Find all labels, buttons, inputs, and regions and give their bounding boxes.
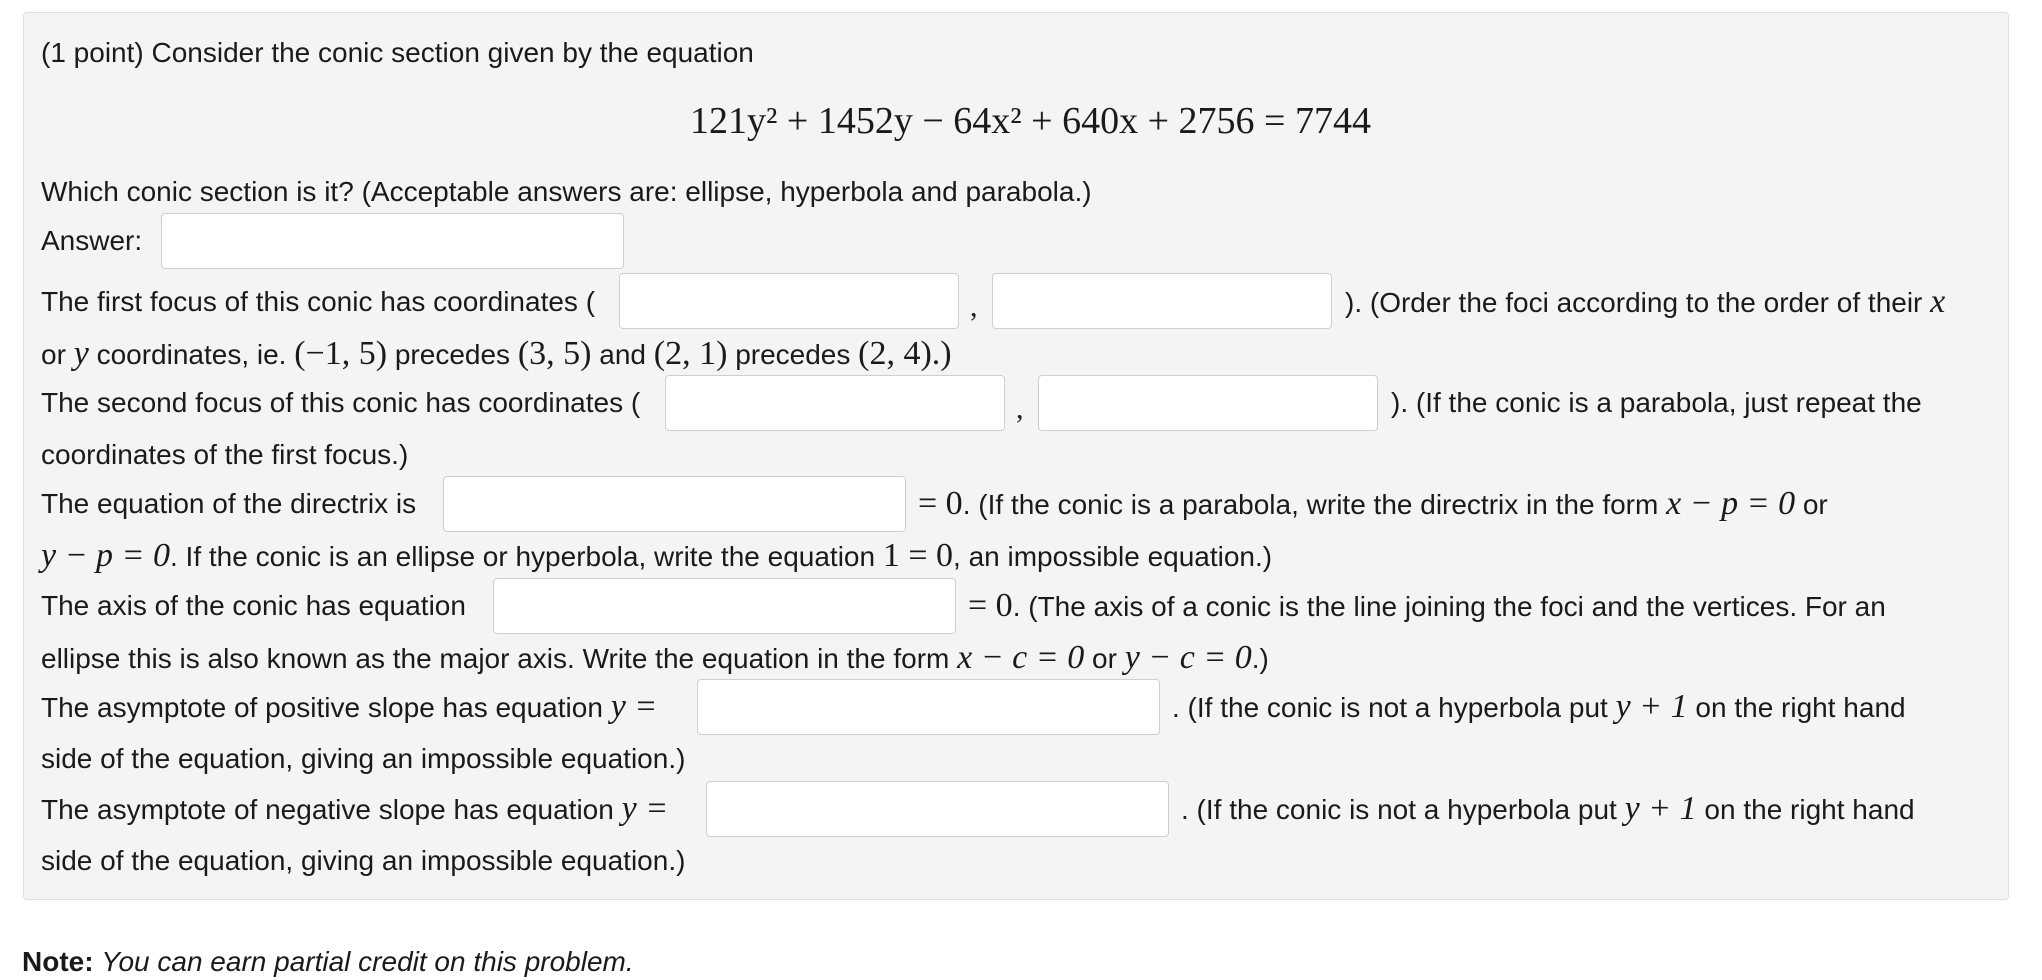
var-x: x <box>1930 283 1946 320</box>
problem-intro: (1 point) Consider the conic section given by the equation <box>41 37 754 68</box>
directrix-input[interactable] <box>443 476 906 532</box>
note-label: Note: <box>22 946 94 977</box>
asym-neg-suffix <box>1181 792 1915 827</box>
focus2-line2: coordinates of the first focus.) <box>41 439 409 470</box>
coords-text: coordinates, ie. <box>96 339 287 370</box>
asym-neg-suffix-end: on the right hand <box>1704 794 1915 825</box>
partial-credit-note <box>22 945 634 979</box>
example-1: (−1, 5) <box>294 335 388 372</box>
form-x-c: x − c = 0 <box>957 639 1085 676</box>
impossible-equation: 1 = 0 <box>882 537 954 574</box>
axis-line2-text: ellipse this is also known as the major axis. Write the equation in the form <box>41 643 950 674</box>
asym-neg-text: The asymptote of negative slope has equation <box>41 794 614 825</box>
focus1-line2 <box>41 337 952 372</box>
asym-neg-prefix <box>41 792 668 827</box>
equation-text: 121y² + 1452y − 64x² + 640x + 2756 = 7744 <box>690 100 1371 142</box>
precedes-1: precedes <box>394 339 511 370</box>
axis-suffix <box>968 589 1886 624</box>
example-3: (2, 1) <box>653 335 728 372</box>
axis-suffix-text: . (The axis of a conic is the line joining the foci and the vertices. For an <box>1012 591 1886 622</box>
asym-neg-y-plus-1: y + 1 <box>1624 790 1697 827</box>
directrix-line2-text: . If the conic is an ellipse or hyperbola, write the equation <box>169 541 876 572</box>
asym-neg-suffix-text: . (If the conic is not a hyperbola put <box>1181 794 1617 825</box>
question-text: Which conic section is it? (Acceptable answers are: ellipse, hyperbola and parabola.) <box>41 176 1092 207</box>
example-2: (3, 5) <box>517 335 592 372</box>
directrix-suffix-text: . (If the conic is a parabola, write the directrix in the form <box>962 489 1659 520</box>
focus2-suffix: ). (If the conic is a parabola, just repeat the <box>1391 387 1922 418</box>
axis-input[interactable] <box>493 578 956 634</box>
note-text: You can earn partial credit on this problem. <box>101 946 634 977</box>
directrix-line2 <box>41 539 1272 574</box>
asym-neg-y-equals: y = <box>621 790 669 827</box>
asym-pos-text: The asymptote of positive slope has equation <box>41 692 603 723</box>
focus1-suffix-text: ). (Order the foci according to the order of their <box>1345 287 1923 318</box>
asym-pos-y-equals: y = <box>610 688 658 725</box>
focus1-y-input[interactable] <box>992 273 1332 329</box>
focus2-prefix: The second focus of this conic has coordinates ( <box>41 387 641 418</box>
directrix-or: or <box>1802 489 1828 520</box>
asym-pos-line2: side of the equation, giving an impossible equation.) <box>41 743 686 774</box>
answer-label: Answer: <box>41 225 143 256</box>
asym-pos-suffix <box>1172 690 1906 725</box>
asym-neg-line2: side of the equation, giving an impossible equation.) <box>41 845 686 876</box>
form-y-p: y − p = 0 <box>41 537 170 574</box>
axis-eq-zero: = 0 <box>968 587 1013 624</box>
or-text: or <box>41 339 66 370</box>
axis-prefix: The axis of the conic has equation <box>41 590 466 621</box>
form-y-c: y − c = 0 <box>1124 639 1252 676</box>
focus2-x-input[interactable] <box>665 375 1005 431</box>
focus2-comma: , <box>1016 392 1024 425</box>
var-y: y <box>73 335 89 372</box>
asymptote-negative-input[interactable] <box>706 781 1169 837</box>
directrix-eq-zero: = 0 <box>918 485 963 522</box>
focus1-comma: , <box>970 290 978 323</box>
asym-pos-prefix <box>41 690 657 725</box>
directrix-prefix: The equation of the directrix is <box>41 488 417 519</box>
conic-equation <box>690 96 1371 146</box>
focus1-x-input[interactable] <box>619 273 959 329</box>
asym-pos-suffix-end: on the right hand <box>1695 692 1906 723</box>
and-text: and <box>599 339 646 370</box>
focus2-y-input[interactable] <box>1038 375 1378 431</box>
precedes-2: precedes <box>735 339 851 370</box>
axis-line2-end: .) <box>1251 643 1269 674</box>
directrix-suffix <box>918 487 1828 522</box>
directrix-line2-end: , an impossible equation.) <box>953 541 1273 572</box>
example-4: (2, 4).) <box>858 335 952 372</box>
conic-type-input[interactable] <box>161 213 624 269</box>
asym-pos-suffix-text: . (If the conic is not a hyperbola put <box>1172 692 1608 723</box>
focus1-prefix: The first focus of this conic has coordinates ( <box>41 286 596 317</box>
focus1-suffix <box>1345 285 1945 320</box>
asym-pos-y-plus-1: y + 1 <box>1615 688 1688 725</box>
axis-or: or <box>1092 643 1117 674</box>
form-x-p: x − p = 0 <box>1666 485 1796 522</box>
axis-line2 <box>41 641 1269 676</box>
asymptote-positive-input[interactable] <box>697 679 1160 735</box>
